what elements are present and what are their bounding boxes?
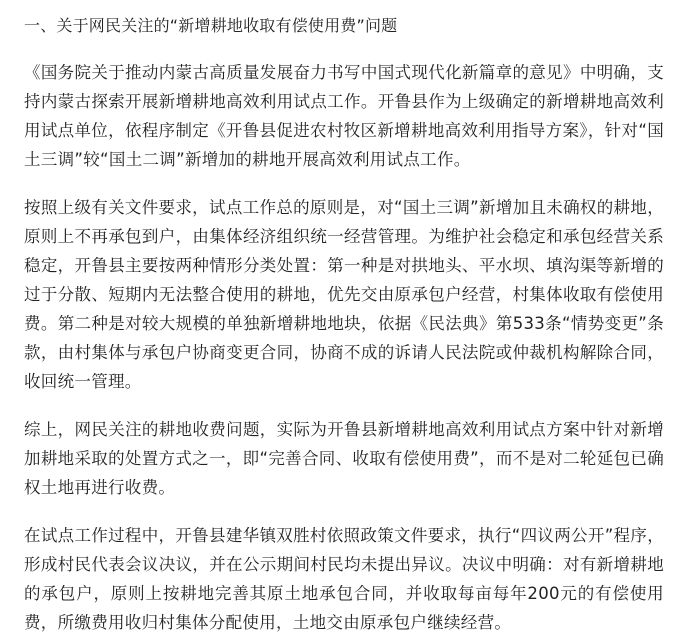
paragraph-4: 在试点工作过程中，开鲁县建华镇双胜村依照政策文件要求，执行“四议两公开”程序，形成村民代表会议决议，并在公示期间村民均未提出异议。决议中明确：对有新增耕地的承包户，原则上按耕地完善其原土地承包合同，并收取每亩每年200元的有偿使用费，所缴费用收归村集体分配使用，土地交由原承包户继续经营。 <box>24 526 664 632</box>
paragraph-3: 综上，网民关注的耕地收费问题，实际为开鲁县新增耕地高效利用试点方案中针对新增加耕地采取的处置方式之一，即“完善合同、收取有偿使用费”，而不是对二轮延包已确权土地再进行收费。 <box>24 420 664 497</box>
paragraph-1: 《国务院关于推动内蒙古高质量发展奋力书写中国式现代化新篇章的意见》中明确，支持内蒙古探索开展新增耕地高效利用试点工作。开鲁县作为上级确定的新增耕地高效利用试点单位，依程序制定《开鲁县促进农村牧区新增耕地高效利用指导方案》，针对“国土三调”较“国土二调”新增加的耕地开展高效利用试点工作。 <box>24 63 664 169</box>
paragraph-2: 按照上级有关文件要求，试点工作总的原则是，对“国土三调”新增加且未确权的耕地，原则上不再承包到户，由集体经济组织统一经营管理。为维护社会稳定和承包经营关系稳定，开鲁县主要按两种情形分类处置：第一种是对拱地头、平水坝、填沟渠等新增的过于分散、短期内无法整合使用的耕地，优先交由原承包户经营，村集体收取有偿使用费。第二种是对较大规模的单独新增耕地地块，依据《民法典》第533条“情势变更”条款，由村集体与承包户协商变更合同，协商不成的诉请人民法院或仲裁机构解除合同，收回统一管理。 <box>24 198 664 391</box>
section-heading: 一、关于网民关注的“新增耕地收取有偿使用费”问题 <box>24 16 398 35</box>
